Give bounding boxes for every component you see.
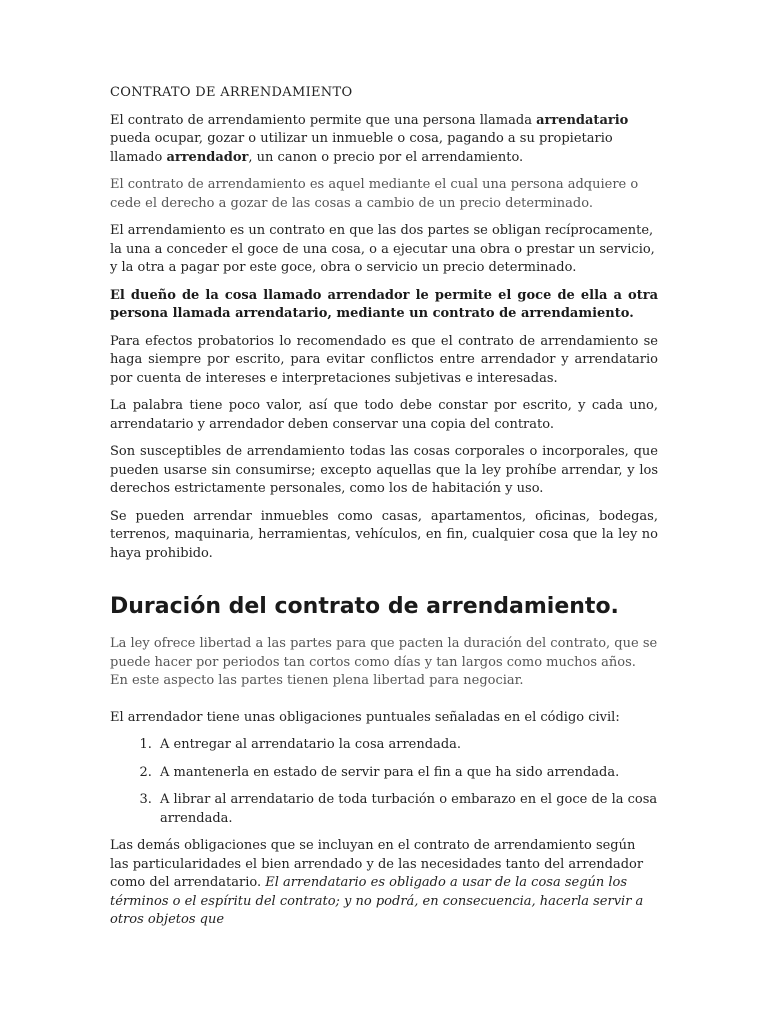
section-heading: Duración del contrato de arrendamiento. (110, 594, 619, 619)
owner-paragraph: El dueño de la cosa llamado arrendador le permite el goce de ella a otra persona llamada arrendatario, mediante un contrato de arrendamiento. (110, 287, 658, 321)
document-page (110, 84, 658, 939)
intro-text-1: El contrato de arrendamiento permite que una persona llamada (110, 112, 537, 128)
intro-text-2: pueda ocupar, gozar o utilizar un inmueble o cosa, pagando a su propietario llamado (110, 131, 613, 165)
obligations-intro: El arrendador tiene unas obligaciones puntuales señaladas en el código civil: (110, 709, 620, 725)
duration-paragraph (110, 635, 658, 691)
intro-bold-arrendador: arrendador (166, 149, 249, 165)
closing-paragraph (110, 837, 658, 930)
intro-paragraph (110, 112, 658, 168)
list-item: 3. A librar al arrendatario de toda turbación o embarazo en el goce de la cosa arrendada. (156, 791, 658, 828)
list-item: 1. A entregar al arrendatario la cosa arrendada. (156, 736, 658, 755)
definition-paragraph: El contrato de arrendamiento es aquel mediante el cual una persona adquiere o cede el derecho a gozar de las cosas a cambio de un precio determinado. (110, 177, 639, 211)
intro-text-3: , un canon o precio por el arrendamiento. (248, 149, 524, 165)
duration-line-1: La ley ofrece libertad a las partes para que pacten la duración del contrato, que se puede hacer por periodos tan cortos como días y tan largos como muchos años. (110, 636, 658, 670)
closing-italic-text: El arrendatario es obligado a usar de la cosa según los términos o el espíritu del contrato; y no podrá, en consecuencia, hacerla servir a otros objetos que (110, 875, 644, 927)
obligations-list (110, 736, 658, 828)
evidence-paragraph: Para efectos probatorios lo recomendado es que el contrato de arrendamiento se haga siempre por escrito, para evitar conflictos entre arrendador y arrendatario por cuenta de intereses e interpretaciones subjetivas e interesadas. (110, 333, 658, 386)
duration-line-2: En este aspecto las partes tienen plena libertad para negociar. (110, 673, 524, 688)
list-item: 2. A mantenerla en estado de servir para el fin a que ha sido arrendada. (156, 764, 658, 783)
document-title: CONTRATO DE ARRENDAMIENTO (110, 85, 353, 100)
written-paragraph: La palabra tiene poco valor, así que todo debe constar por escrito, y cada uno, arrendatario y arrendador deben conservar una copia del contrato. (110, 398, 658, 432)
spacer (110, 691, 658, 709)
assets-paragraph: Se pueden arrendar inmuebles como casas, apartamentos, oficinas, bodegas, terrenos, maquinaria, herramientas, vehículos, en fin, cualquier cosa que la ley no haya prohibido. (110, 508, 658, 561)
susceptible-paragraph: Son susceptibles de arrendamiento todas las cosas corporales o incorporales, que pueden usarse sin consumirse; excepto aquellas que la ley prohíbe arrendar, y los derechos estrictamente personales, como los de habitación y uso. (110, 444, 658, 496)
reciprocal-paragraph: El arrendamiento es un contrato en que las dos partes se obligan recíprocamente, la una a conceder el goce de una cosa, o a ejecutar una obra o prestar un servicio, y la otra a pagar por este goce, obra o servicio un precio determinado. (110, 223, 655, 275)
intro-bold-arrendatario: arrendatario (536, 112, 629, 128)
closing-text: Las demás obligaciones que se incluyan en el contrato de arrendamiento según las particularidades el bien arrendado y de las necesidades tanto del arrendador como del arrendatario. (110, 838, 644, 890)
